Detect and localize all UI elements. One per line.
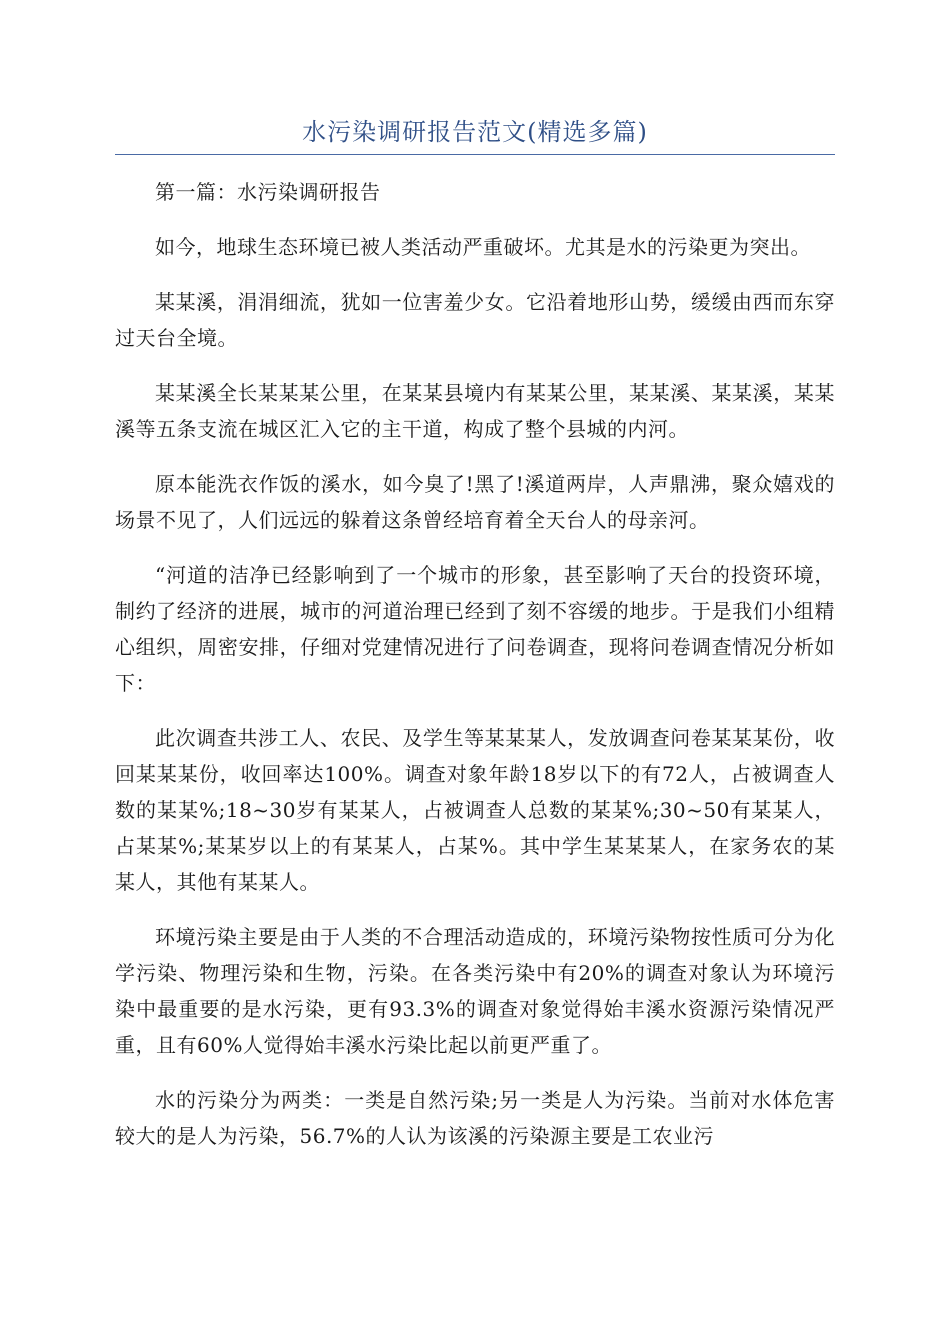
- paragraph: 此次调查共涉工人、农民、及学生等某某某人，发放调查问卷某某某份，收回某某某份，收回率达100%。调查对象年龄18岁以下的有72人，占被调查人数的某某%;18~30岁有某某人，占被调查人总数的某某%;30~50有某某人，占某某%;某某岁以上的有某某人，占某%。其中学生某某某人，在家务农的某某人，其他有某某人。: [115, 726, 835, 894]
- section-heading: 第一篇：水污染调研报告: [155, 180, 381, 204]
- paragraph: 水的污染分为两类：一类是自然污染;另一类是人为污染。当前对水体危害较大的是人为污染，56.7%的人认为该溪的污染源主要是工农业污: [115, 1088, 835, 1148]
- paragraph: 某某溪全长某某某公里，在某某县境内有某某公里，某某溪、某某溪，某某溪等五条支流在城区汇入它的主干道，构成了整个县城的内河。: [115, 381, 835, 441]
- title-underline: [115, 154, 835, 155]
- paragraph: 原本能洗衣作饭的溪水，如今臭了!黑了!溪道两岸，人声鼎沸，聚众嬉戏的场景不见了，人们远远的躲着这条曾经培育着全天台人的母亲河。: [115, 472, 835, 532]
- paragraph: 环境污染主要是由于人类的不合理活动造成的，环境污染物按性质可分为化学污染、物理污染和生物，污染。在各类污染中有20%的调查对象认为环境污染中最重要的是水污染，更有93.3%的调查对象觉得始丰溪水资源污染情况严重，且有60%人觉得始丰溪水污染比起以前更严重了。: [115, 925, 835, 1057]
- paragraph: “河道的洁净已经影响到了一个城市的形象，甚至影响了天台的投资环境，制约了经济的进展，城市的河道治理已经到了刻不容缓的地步。于是我们小组精心组织，周密安排，仔细对党建情况进行了问卷调查，现将问卷调查情况分析如下：: [115, 563, 835, 695]
- paragraph: 如今，地球生态环境已被人类活动严重破坏。尤其是水的污染更为突出。: [155, 235, 811, 259]
- paragraph: 某某溪，涓涓细流，犹如一位害羞少女。它沿着地形山势，缓缓由西而东穿过天台全境。: [115, 290, 835, 350]
- document-title: 水污染调研报告范文(精选多篇): [302, 118, 648, 146]
- document-body: [115, 174, 835, 1173]
